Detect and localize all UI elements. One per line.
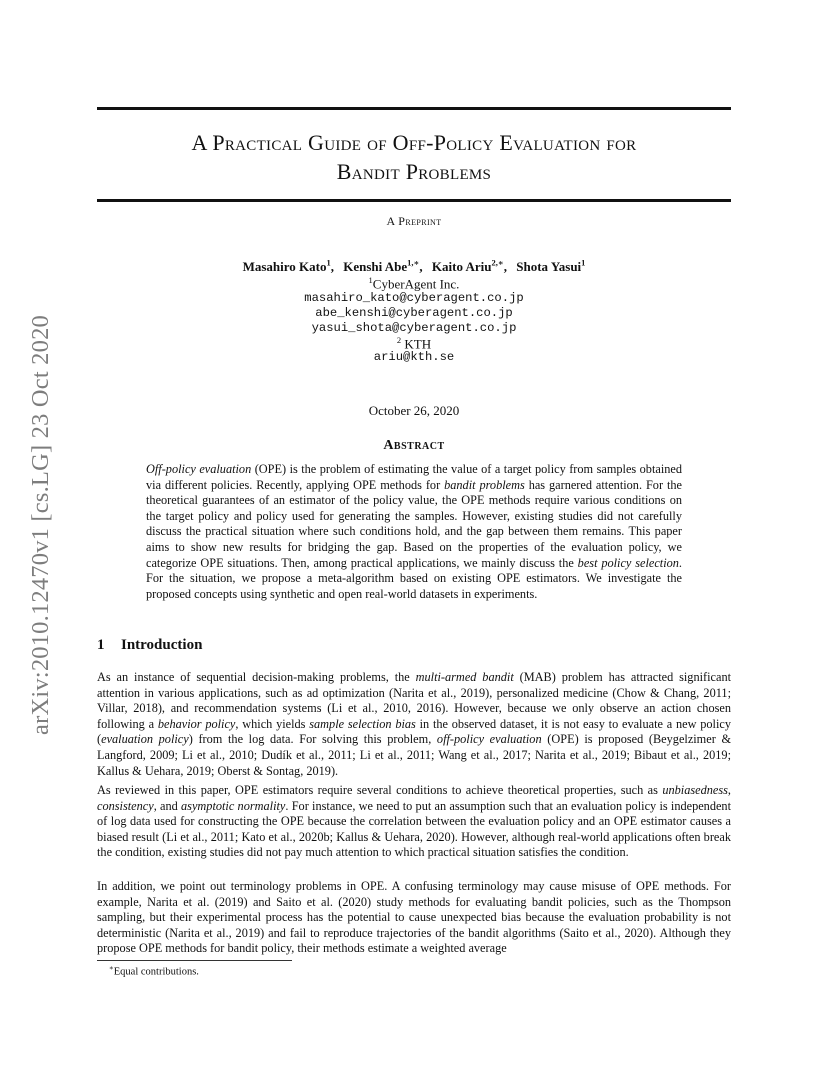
- paragraph-2: As reviewed in this paper, OPE estimators require several conditions to achieve theoretical properties, such as unbiasedness, consistency, and asymptotic normality. For instance, we need to put an assumption such that an evaluation policy is independent of log data used for constructing the OPE because the correlation between the evaluation policy and an OPE estimator causes a biased result (Li et al., 2011; Kato et al., 2020b; Kallus & Uehara, 2020). However, although real-world applications often break the condition, existing studies did not pay much attention to which practical situation satisfies the condition.: [97, 783, 732, 860]
- title-line-1: A Practical Guide of Off-Policy Evaluation for: [191, 130, 637, 155]
- arxiv-stamp-text: arXiv:2010.12470v1 [cs.LG] 23 Oct 2020: [27, 315, 54, 735]
- title-rule-top: [97, 107, 731, 110]
- section-number: 1: [97, 637, 105, 653]
- author: Shota Yasui$^1$: [516, 258, 586, 275]
- email-link[interactable]: ariu@kth.se: [373, 350, 455, 364]
- author: Kaito Ariu$^{2,∗}$,: [431, 258, 508, 275]
- paragraph-1: As an instance of sequential decision-making problems, the multi-armed bandit (MAB) problem has attracted significant attention in various applications, such as ad optimization (Narita et al., 2019), personalized medicine (Chow & Chang, 2011; Villar, 2018), and recommendation systems (Li et al., 2010, 2016). However, because we only observe an action chosen following a behavior policy, which yields sample selection bias in the observed dataset, it is not easy to evaluate a new policy (evaluation policy) from the log data. For solving this problem, off-policy evaluation (OPE) is proposed (Beygelzimer & Langford, 2009; Li et al., 2010; Dudík et al., 2011; Li et al., 2011; Wang et al., 2017; Narita et al., 2019; Bibaut et al., 2019; Kallus & Uehara, 2019; Oberst & Sontag, 2019).: [97, 670, 732, 778]
- preprint-label: A Preprint: [386, 214, 442, 228]
- footnote-rule: [97, 960, 292, 961]
- title-rule-bottom: [97, 199, 731, 202]
- section-heading-introduction: [97, 637, 202, 654]
- email-link[interactable]: masahiro_kato@cyberagent.co.jp: [304, 291, 524, 305]
- affiliation-1: $^1$CyberAgent Inc.: [368, 275, 460, 292]
- affiliation-2: $^2$ KTH: [396, 335, 432, 352]
- footnote: ∗Equal contributions.: [109, 964, 199, 978]
- title-line-2: Bandit Problems: [336, 159, 492, 184]
- abstract-heading: Abstract: [383, 438, 445, 453]
- author: Masahiro Kato$^1$,: [242, 258, 334, 275]
- arxiv-identifier-stamp: [19, 290, 63, 760]
- paper-date: October 26, 2020: [368, 403, 460, 418]
- author-list: [97, 258, 731, 275]
- abstract-text: Off-policy evaluation (OPE) is the problem of estimating the value of a target policy from samples obtained via different policies. Recently, applying OPE methods for bandit problems has garnered attention. For the theoretical guarantees of an estimator of the policy value, the OPE methods require various conditions on the target policy and policy used for generating the samples. However, existing studies did not carefully discuss the practical situation where such conditions hold, and the gap between them remains. This paper aims to show new results for bridging the gap. Based on the properties of the evaluation policy, we categorize OPE situations. Then, among practical applications, we mainly discuss the best policy selection. For the situation, we propose a meta-algorithm based on existing OPE estimators. We investigate the proposed concepts using synthetic and open real-world datasets in experiments.: [146, 462, 682, 601]
- section-title: Introduction: [121, 637, 203, 653]
- paper-title: [97, 128, 731, 186]
- email-link[interactable]: yasui_shota@cyberagent.co.jp: [311, 321, 517, 335]
- email-link[interactable]: abe_kenshi@cyberagent.co.jp: [315, 306, 513, 320]
- author: Kenshi Abe$^{1,∗}$,: [343, 258, 423, 275]
- paragraph-3: In addition, we point out terminology problems in OPE. A confusing terminology may cause misuse of OPE methods. For example, Narita et al. (2019) and Saito et al. (2020) study methods for evaluating bandit policies, such as the Thompson sampling, but their experimental process has the potential to cause unexpected bias because the evaluation probability is not deterministic (Narita et al., 2019) and fail to reproduce trajectories of the bandit algorithms (Saito et al., 2020). Although they propose OPE methods for bandit policy, their methods estimate a weighted average: [97, 879, 731, 956]
